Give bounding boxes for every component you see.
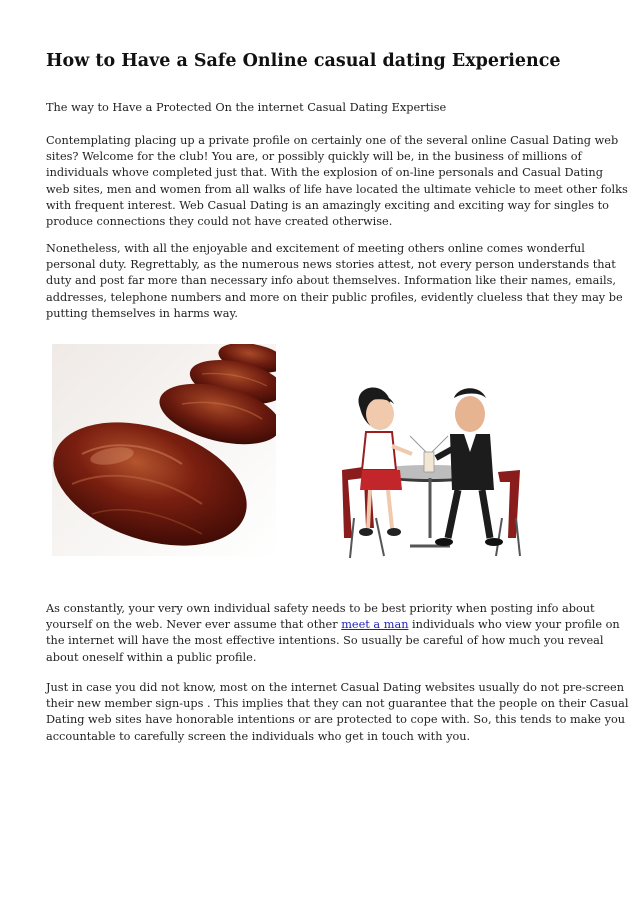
page-title: How to Have a Safe Online casual dating Experience [46, 51, 561, 71]
paragraph-line: web sites, men and women from all walks of life have located the ultimate vehicle to meet other folks [46, 182, 628, 196]
paragraph-line: their new member sign-ups . This implies that they can not guarantee that the people on their Casual [46, 697, 629, 711]
paragraph-line: the internet will have the most effective intentions. So usually be careful of how much you reveal [46, 634, 604, 648]
paragraph-line: addresses, telephone numbers and more on their public profiles, evidently clueless that they may be [46, 290, 623, 304]
paragraph-text: individuals who view your profile on [408, 618, 620, 632]
paragraph-line: with frequent interest. Web Casual Dating is an amazingly exciting and exciting way for singles to [46, 198, 609, 212]
paragraph-line: Dating web sites have honorable intentions or are protected to cope with. So, this tends to make you [46, 713, 626, 727]
paragraph-line: about oneself within a public profile. [46, 650, 257, 664]
paragraph-line: duty and post far more than necessary info about themselves. Information like their names, emails, [46, 274, 616, 288]
paragraph-line: Just in case you did not know, most on the internet Casual Dating websites usually do not pre-screen [46, 681, 624, 694]
dates-photo [52, 344, 276, 556]
paragraph-text: yourself on the web. Never ever assume that other [46, 618, 342, 632]
paragraph-line: individuals whove completed just that. With the explosion of on-line personals and Casual Dating [46, 166, 603, 180]
paragraph-3 [46, 601, 620, 666]
paragraph-line: accountable to carefully screen the individuals who get in touch with you. [46, 729, 471, 743]
paragraph-line: produce connections they could not have created otherwise. [46, 215, 393, 229]
paragraph-2 [46, 241, 623, 322]
meet-a-man-link[interactable]: meet a man [341, 618, 409, 632]
couple-illustration [330, 378, 526, 574]
paragraph-line: sites? Welcome for the club! You are, or possibly quickly will be, in the business of millions of [46, 150, 582, 164]
paragraph-1 [46, 133, 628, 230]
paragraph-line [46, 617, 620, 633]
paragraph-line: Nonetheless, with all the enjoyable and excitement of meeting others online comes wonderful [46, 242, 585, 255]
dates-image [52, 344, 276, 556]
couple-image [330, 378, 526, 574]
paragraph-line: personal duty. Regrettably, as the numerous news stories attest, not every person understands that [46, 258, 616, 272]
paragraph-line: As constantly, your very own individual safety needs to be best priority when posting info about [46, 602, 595, 615]
paragraph-line: putting themselves in harms way. [46, 306, 238, 320]
paragraph-4 [46, 680, 629, 745]
paragraph-line: Contemplating placing up a private profile on certainly one of the several online Casual Dating web [46, 134, 619, 147]
subtitle: The way to Have a Protected On the internet Casual Dating Expertise [46, 101, 447, 114]
